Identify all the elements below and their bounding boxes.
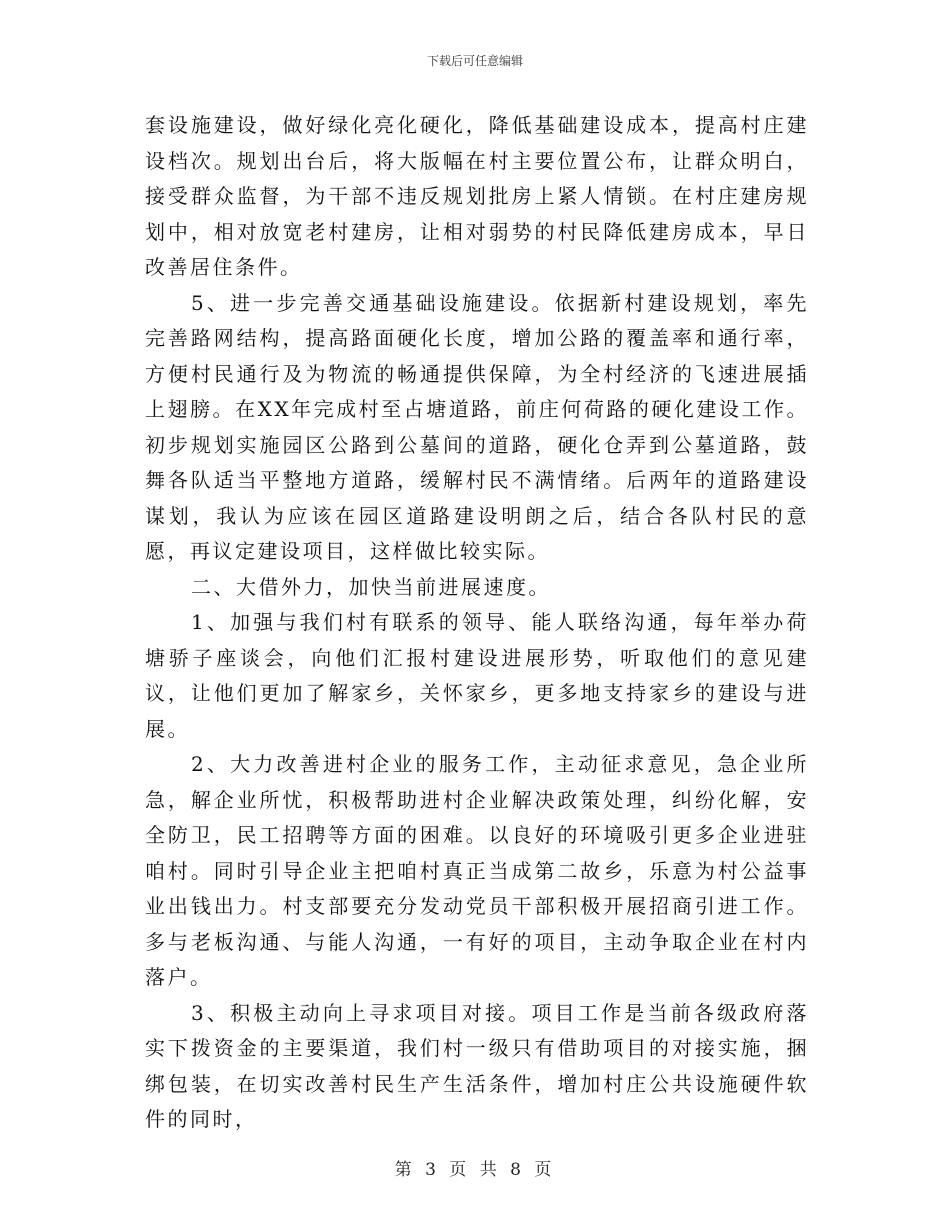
paragraph-item-5: 5、进一步完善交通基础设施建设。依据新村建设规划，率先完善路网结构，提高路面硬化长度，增加公路的覆盖率和通行率，方便村民通行及为物流的畅通提供保障，为全村经济的飞速进展插上翅膀。在XX年完成村至占塘道路，前庄何荷路的硬化建设工作。初步规划实施园区公路到公墓间的道路，硬化仓弄到公墓道路，鼓舞各队适当平整地方道路，缓解村民不满情绪。后两年的道路建设谋划，我认为应该在园区道路建设明朗之后，结合各队村民的意愿，再议定建设项目，这样做比较实际。 <box>145 290 809 563</box>
paragraph-item-2: 2、大力改善进村企业的服务工作，主动征求意见，急企业所急，解企业所忧，积极帮助进村企业解决政策处理，纠纷化解，安全防卫，民工招聘等方面的困难。以良好的环境吸引更多企业进驻咱村。同时引导企业主把咱村真正当成第二故乡，乐意为村公益事业出钱出力。村支部要充分发动党员干部积极开展招商引进工作。多与老板沟通、与能人沟通，一有好的项目，主动争取企业在村内落户。 <box>145 752 809 989</box>
page-header: 下载后可任意编辑 <box>426 54 523 68</box>
document-body <box>145 108 809 1138</box>
page-number: 第 3 页 共 8 页 <box>394 1160 556 1180</box>
paragraph-continuation: 套设施建设，做好绿化亮化硬化，降低基础建设成本，提高村庄建设档次。规划出台后，将大版幅在村主要位置公布，让群众明白，接受群众监督，为干部不违反规划批房上紧人情锁。在村庄建房规划中，相对放宽老村建房，让相对弱势的村民降低建房成本，早日改善居住条件。 <box>145 113 809 279</box>
section-heading-2: 二、大借外力，加快当前进展速度。 <box>191 574 551 599</box>
paragraph-item-3: 3、积极主动向上寻求项目对接。项目工作是当前各级政府落实下拨资金的主要渠道，我们村一级只有借助项目的对接实施，捆绑包装，在切实改善村民生产生活条件，增加村庄公共设施硬件软件的同时， <box>145 1000 809 1131</box>
paragraph-item-1: 1、加强与我们村有联系的领导、能人联络沟通，每年举办荷塘骄子座谈会，向他们汇报村建设进展形势，听取他们的意见建议，让他们更加了解家乡，关怀家乡，更多地支持家乡的建设与进展。 <box>145 610 809 741</box>
